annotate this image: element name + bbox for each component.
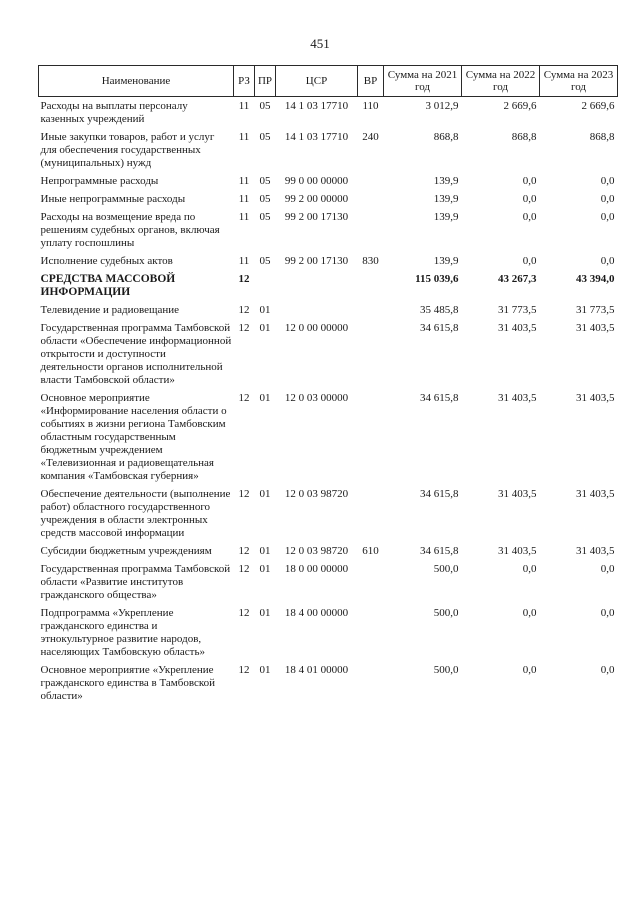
cell-csr: 14 1 03 17710 (284, 131, 349, 143)
header-sum-2021: Сумма на 2021 год (384, 66, 462, 97)
cell-sum-2022: 0,0 (522, 175, 537, 187)
table-header (39, 66, 618, 97)
cell-sum-2021: 868,8 (433, 131, 459, 143)
cell-name: Расходы на возмещение вреда по решениям судебных органов, включая уплату госпошлины (40, 211, 220, 249)
cell-sum-2022: 0,0 (522, 563, 537, 575)
cell-sum-2023: 31 403,5 (576, 322, 615, 334)
table-row (39, 607, 618, 664)
cell-vr (358, 488, 384, 545)
cell-sum-2021: 115 039,6 (415, 273, 459, 285)
cell-csr (276, 304, 358, 322)
cell-pr: 05 (259, 193, 271, 205)
cell-csr: 99 2 00 17130 (284, 211, 349, 223)
cell-pr: 01 (259, 488, 271, 500)
table-row (39, 563, 618, 607)
cell-sum-2023: 0,0 (600, 664, 615, 676)
cell-sum-2022: 0,0 (522, 607, 537, 619)
cell-pr: 05 (259, 175, 271, 187)
cell-csr: 12 0 03 98720 (284, 488, 349, 500)
table-row (39, 322, 618, 392)
cell-name: Телевидение и радиовещание (40, 304, 180, 316)
cell-sum-2022: 43 267,3 (498, 273, 537, 285)
cell-name: Государственная программа Тамбовской области «Развитие институтов гражданского общества» (40, 563, 231, 601)
cell-vr (358, 273, 384, 304)
cell-rz: 11 (238, 100, 250, 112)
cell-csr: 18 4 01 00000 (284, 664, 349, 676)
cell-vr: 240 (362, 131, 379, 143)
cell-sum-2023: 0,0 (600, 193, 615, 205)
cell-sum-2022: 31 403,5 (498, 545, 537, 557)
cell-sum-2021: 34 615,8 (420, 545, 459, 557)
header-vr: ВР (358, 66, 384, 97)
cell-name: Непрограммные расходы (40, 175, 159, 187)
cell-vr: 830 (362, 255, 379, 267)
table-row (39, 131, 618, 175)
cell-vr (358, 664, 384, 708)
cell-sum-2023: 868,8 (589, 131, 615, 143)
cell-vr (358, 392, 384, 488)
cell-rz: 12 (238, 304, 250, 316)
cell-vr (358, 304, 384, 322)
cell-rz: 12 (238, 545, 250, 557)
cell-pr: 05 (259, 255, 271, 267)
table-row (39, 392, 618, 488)
cell-sum-2021: 139,9 (433, 175, 459, 187)
table-row (39, 97, 618, 132)
table-row (39, 175, 618, 193)
cell-sum-2021: 34 615,8 (420, 322, 459, 334)
cell-vr (358, 607, 384, 664)
cell-name: Обеспечение деятельности (выполнение работ) областного государственного учреждения в области электронных средств массовой информации (40, 488, 231, 539)
cell-sum-2022: 31 403,5 (498, 392, 537, 404)
cell-rz: 11 (238, 255, 250, 267)
cell-sum-2022: 31 773,5 (498, 304, 537, 316)
cell-csr: 12 0 03 00000 (284, 392, 349, 404)
cell-csr: 99 2 00 00000 (284, 193, 349, 205)
cell-pr: 01 (259, 607, 271, 619)
page-number: 451 (310, 36, 330, 51)
cell-rz: 11 (238, 211, 250, 223)
cell-pr: 01 (259, 563, 271, 575)
cell-pr: 01 (259, 322, 271, 334)
cell-sum-2023: 2 669,6 (581, 100, 615, 112)
cell-vr (358, 563, 384, 607)
cell-sum-2023: 31 403,5 (576, 488, 615, 500)
cell-rz: 11 (238, 175, 250, 187)
cell-csr: 12 0 03 98720 (284, 545, 349, 557)
cell-csr: 99 0 00 00000 (284, 175, 349, 187)
table-row (39, 545, 618, 563)
header-name: Наименование (39, 66, 234, 97)
table-row (39, 304, 618, 322)
cell-csr (276, 273, 358, 304)
cell-pr: 01 (259, 545, 271, 557)
cell-csr: 14 1 03 17710 (284, 100, 349, 112)
cell-name: Расходы на выплаты персоналу казенных учреждений (40, 100, 188, 125)
header-rz: РЗ (234, 66, 255, 97)
cell-rz: 11 (238, 193, 250, 205)
cell-sum-2021: 139,9 (433, 255, 459, 267)
cell-sum-2021: 34 615,8 (420, 392, 459, 404)
table-row (39, 193, 618, 211)
cell-rz: 12 (238, 488, 250, 500)
cell-sum-2023: 0,0 (600, 563, 615, 575)
table-row (39, 211, 618, 255)
cell-sum-2022: 0,0 (522, 193, 537, 205)
cell-pr: 05 (259, 131, 271, 143)
cell-sum-2022: 0,0 (522, 255, 537, 267)
cell-sum-2023: 0,0 (600, 211, 615, 223)
cell-name: Государственная программа Тамбовской области «Обеспечение информационной открытости и доступности деятельности органов исполнительной власти Тамбовской области» (40, 322, 232, 386)
cell-sum-2022: 0,0 (522, 211, 537, 223)
cell-sum-2021: 139,9 (433, 211, 459, 223)
cell-csr: 12 0 00 00000 (284, 322, 349, 334)
cell-name: Субсидии бюджетным учреждениям (40, 545, 212, 557)
cell-name: Иные закупки товаров, работ и услуг для обеспечения государственных (муниципальных) нужд (40, 131, 215, 169)
table-row (39, 273, 618, 304)
cell-csr: 99 2 00 17130 (284, 255, 349, 267)
cell-vr (358, 322, 384, 392)
cell-sum-2021: 500,0 (433, 607, 459, 619)
cell-pr: 01 (259, 392, 271, 404)
cell-name: Исполнение судебных актов (40, 255, 173, 267)
table-row (39, 255, 618, 273)
cell-sum-2022: 868,8 (511, 131, 537, 143)
cell-rz: 12 (238, 563, 250, 575)
cell-sum-2023: 43 394,0 (576, 273, 615, 285)
cell-sum-2023: 31 403,5 (576, 545, 615, 557)
cell-pr: 05 (259, 100, 271, 112)
cell-vr (358, 175, 384, 193)
cell-vr (358, 211, 384, 255)
cell-sum-2021: 500,0 (433, 664, 459, 676)
cell-sum-2023: 0,0 (600, 175, 615, 187)
cell-name: Основное мероприятие «Укрепление гражданского единства в Тамбовской области» (40, 664, 216, 702)
cell-sum-2021: 139,9 (433, 193, 459, 205)
cell-rz: 12 (238, 273, 250, 285)
cell-sum-2022: 31 403,5 (498, 322, 537, 334)
cell-rz: 12 (238, 607, 250, 619)
budget-table (38, 65, 618, 708)
cell-sum-2022: 2 669,6 (503, 100, 537, 112)
cell-sum-2023: 0,0 (600, 607, 615, 619)
cell-csr: 18 4 00 00000 (284, 607, 349, 619)
table-row (39, 664, 618, 708)
header-pr: ПР (255, 66, 276, 97)
cell-sum-2023: 31 403,5 (576, 392, 615, 404)
cell-pr: 01 (259, 304, 271, 316)
cell-vr: 110 (362, 100, 379, 112)
cell-rz: 12 (238, 392, 250, 404)
cell-sum-2022: 0,0 (522, 664, 537, 676)
cell-vr: 610 (362, 545, 379, 557)
cell-sum-2021: 500,0 (433, 563, 459, 575)
header-sum-2022: Сумма на 2022 год (462, 66, 540, 97)
cell-sum-2021: 35 485,8 (420, 304, 459, 316)
cell-sum-2022: 31 403,5 (498, 488, 537, 500)
cell-pr: 05 (259, 211, 271, 223)
cell-sum-2021: 34 615,8 (420, 488, 459, 500)
table-body (39, 97, 618, 709)
cell-name: Иные непрограммные расходы (40, 193, 186, 205)
cell-name: Основное мероприятие «Информирование населения области о событиях в жизни региона Тамбовским областным государственным бюджетным учреждением «Телевизионная и радиовещательная компания «Тамбовская губерния» (40, 392, 227, 482)
cell-pr: 01 (259, 664, 271, 676)
cell-pr (255, 273, 276, 304)
cell-rz: 12 (238, 664, 250, 676)
table-row (39, 488, 618, 545)
cell-vr (358, 193, 384, 211)
cell-name: СРЕДСТВА МАССОВОЙ ИНФОРМАЦИИ (40, 273, 176, 298)
cell-rz: 11 (238, 131, 250, 143)
header-sum-2023: Сумма на 2023 год (540, 66, 618, 97)
cell-sum-2023: 0,0 (600, 255, 615, 267)
header-csr: ЦСР (276, 66, 358, 97)
cell-sum-2023: 31 773,5 (576, 304, 615, 316)
cell-sum-2021: 3 012,9 (425, 100, 459, 112)
cell-name: Подпрограмма «Укрепление гражданского единства и этнокультурное развитие народов, населяющих Тамбовскую область» (40, 607, 205, 658)
cell-rz: 12 (238, 322, 250, 334)
cell-csr: 18 0 00 00000 (284, 563, 349, 575)
